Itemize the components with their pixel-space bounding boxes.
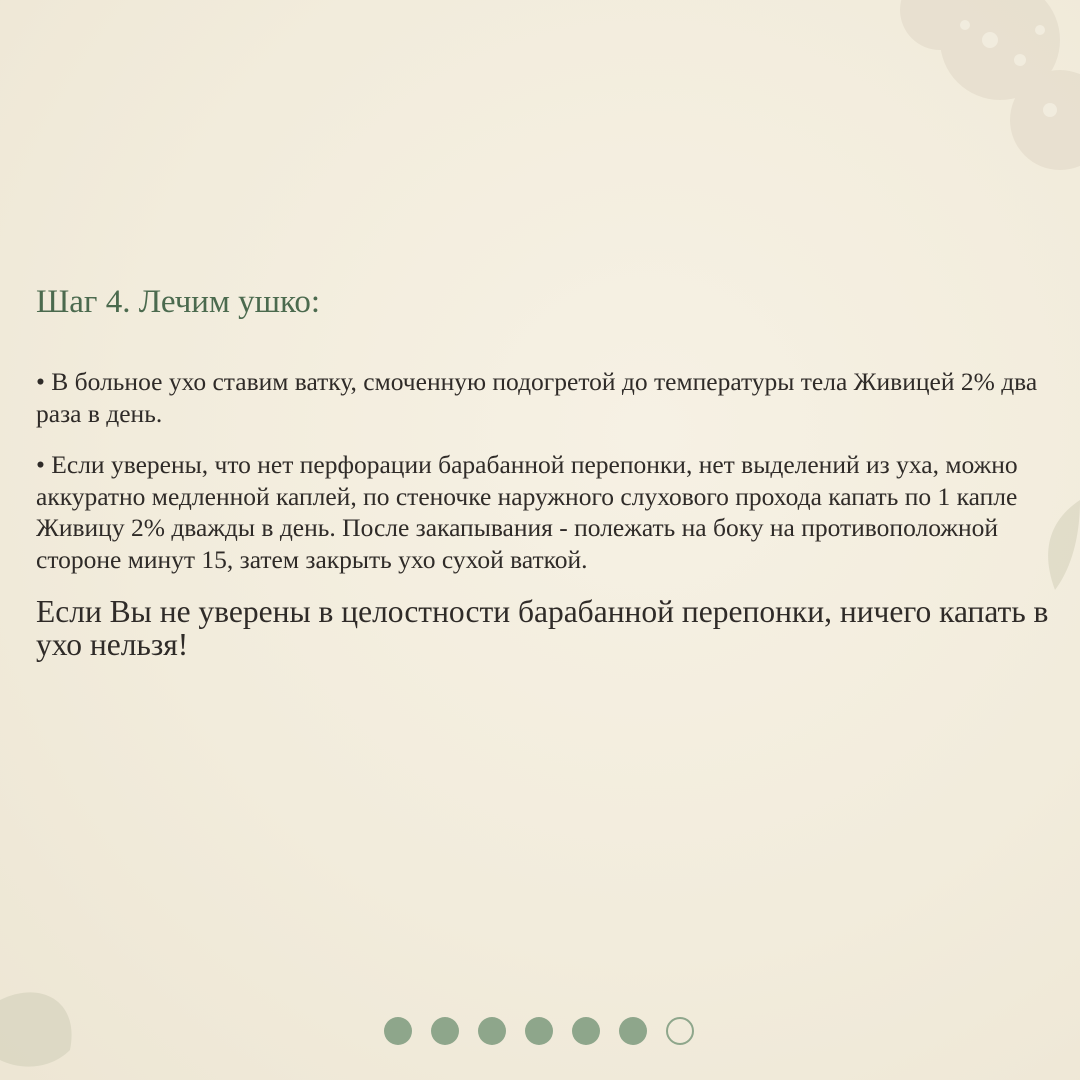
pagination-dot[interactable] <box>572 1017 600 1045</box>
pagination-dot[interactable] <box>525 1017 553 1045</box>
pagination-dot[interactable] <box>384 1017 412 1045</box>
leaf-decoration-bottom <box>0 960 90 1080</box>
pagination-dot-current[interactable] <box>666 1017 694 1045</box>
slide-content <box>36 282 1049 662</box>
floral-ornament-decoration <box>700 0 1080 260</box>
bullet-item: • В больное ухо ставим ватку, смоченную подогретой до температуры тела Живицей 2% два раза в день. <box>36 367 1038 428</box>
pagination-dots <box>384 1017 694 1045</box>
pagination-dot[interactable] <box>478 1017 506 1045</box>
step-title: Шаг 4. Лечим ушко: <box>36 284 321 320</box>
pagination-dot[interactable] <box>619 1017 647 1045</box>
warning-text: Если Вы не уверены в целостности барабанной перепонки, ничего капать в ухо нельзя! <box>36 594 1049 662</box>
pagination-dot[interactable] <box>431 1017 459 1045</box>
bullet-item: • Если уверены, что нет перфорации барабанной перепонки, нет выделений из уха, можно аккуратно медленной каплей, по стеночке наружного слухового прохода капать по 1 капле Живицу 2% дважды в день. После закапывания - полежать на боку на противоположной стороне минут 15, затем закрыть ухо сухой ваткой. <box>36 450 1018 574</box>
